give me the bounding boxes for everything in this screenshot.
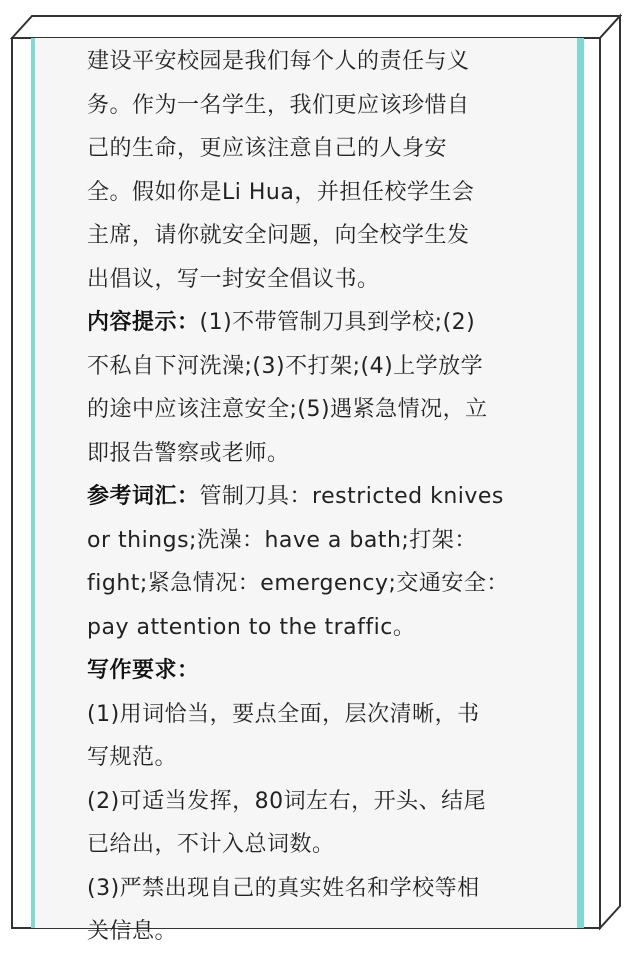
- hints-line: [87, 301, 567, 345]
- intro-line: 出倡议，写一封安全倡议书。: [87, 266, 380, 292]
- vocab-label: 参考词汇：: [87, 484, 200, 509]
- intro-line: 全。假如你是Li Hua，并担任校学生会: [87, 179, 475, 205]
- intro-line: 己的生命，更应该注意自己的人身安: [87, 136, 448, 161]
- requirement-line: (3)严禁出现自己的真实姓名和学校等相: [87, 875, 480, 901]
- vocab-text: 管制刀具：restricted knives: [199, 484, 504, 509]
- requirement-line: 写规范。: [87, 745, 178, 770]
- hints-line: 不私自下河洗澡;(3)不打架;(4)上学放学: [87, 353, 484, 379]
- hints-text: (1)不带管制刀具到学校;(2): [199, 310, 476, 335]
- document-content: [87, 40, 567, 954]
- vocab-line: or things;洗澡：have a bath;打架：: [87, 527, 477, 553]
- hints-line: 的途中应该注意安全;(5)遇紧急情况，立: [87, 397, 488, 422]
- vocab-line: fight;紧急情况：emergency;交通安全：: [87, 571, 509, 596]
- right-accent-stripe: [577, 38, 584, 928]
- intro-line: 主席，请你就安全问题，向全校学生发: [87, 223, 470, 248]
- vocab-line: [87, 475, 567, 519]
- requirement-line: (2)可适当发挥，80词左右，开头、结尾: [87, 788, 487, 814]
- intro-line: 务。作为一名学生，我们更应该珍惜自: [87, 92, 470, 118]
- requirements-heading: 写作要求：: [87, 658, 200, 683]
- requirement-line: (1)用词恰当，要点全面，层次清晰，书: [87, 701, 480, 727]
- intro-line: 建设平安校园是我们每个人的责任与义: [87, 49, 470, 74]
- document-page: [35, 38, 577, 944]
- hints-line: 即报告警察或老师。: [87, 440, 290, 466]
- requirement-line: 已给出，不计入总词数。: [87, 832, 335, 857]
- vocab-line: pay attention to the traffic。: [87, 614, 416, 640]
- hints-label: 内容提示：: [87, 310, 200, 335]
- requirement-line: 关信息。: [87, 919, 178, 944]
